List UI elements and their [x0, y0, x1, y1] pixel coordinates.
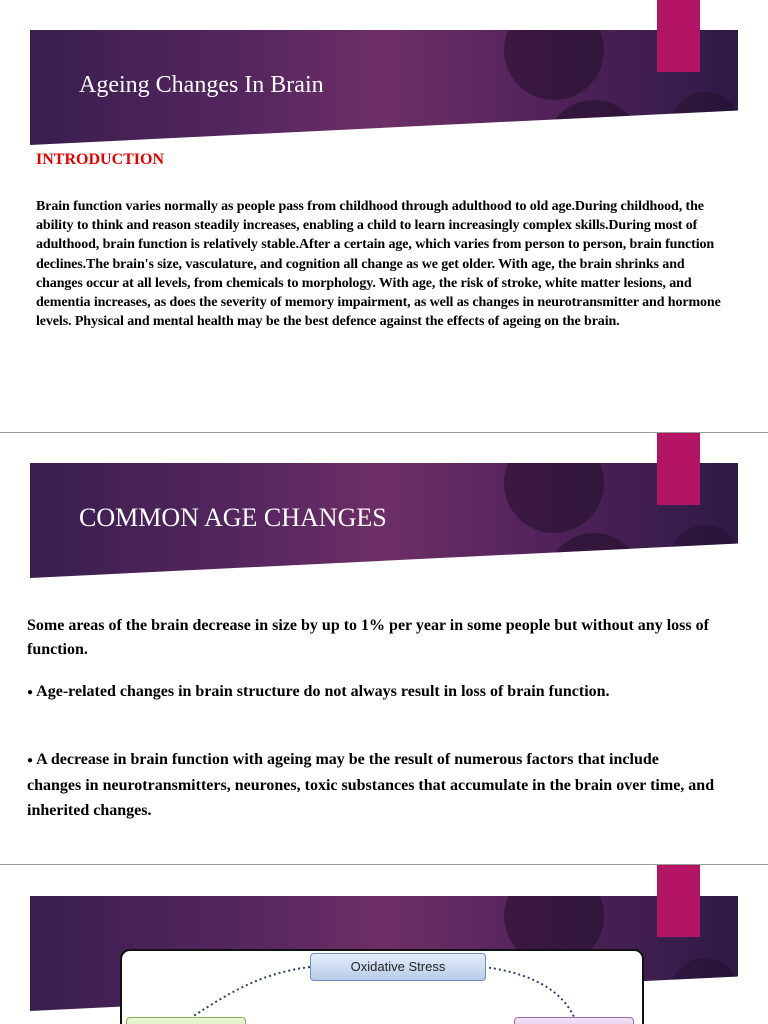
decor-circle — [670, 525, 738, 578]
bullet-icon: ● — [27, 686, 34, 698]
bullet-text: A decrease in brain function with ageing may be the result of numerous factors that include changes in neurotransmitters, neurones, toxic substances that accumulate in the brain over time, and inherited changes. — [27, 751, 715, 819]
bullet-item — [27, 747, 717, 823]
decor-circle — [504, 463, 604, 533]
slide-3 — [0, 865, 768, 1024]
body-paragraph — [27, 614, 717, 662]
diagram-node-left — [126, 1017, 246, 1024]
decor-circle — [670, 958, 738, 1011]
accent-tab — [657, 865, 700, 937]
decor-circle — [546, 533, 642, 578]
accent-tab — [657, 433, 700, 505]
slide-title: Ageing Changes In Brain — [79, 72, 324, 98]
diagram-panel — [120, 949, 644, 1024]
decor-circle — [670, 92, 738, 145]
paragraph-text: Some areas of the brain decrease in size by up to 1% per year in some people but without any loss of function. — [27, 617, 709, 658]
bullet-text: Age-related changes in brain structure do not always result in loss of brain function. — [36, 683, 610, 700]
slide-1 — [0, 0, 768, 432]
intro-paragraph: Brain function varies normally as people pass from childhood through adulthood to old age.During childhood, the ability to think and reason steadily increases, enabling a child to learn increasingly complex skills.During most of adulthood, brain function is relatively stable.After a certain age, which varies from person to person, brain function declines.The brain's size, vasculature, and cognition all change as we get older. With age, the brain shrinks and changes occur at all levels, from chemicals to morphology. With age, the risk of stroke, white matter lesions, and dementia increases, as does the severity of memory impairment, as well as changes in neurotransmitter and hormone levels. Physical and mental health may be the best defence against the effects of ageing on the brain. — [36, 199, 721, 330]
slide-2 — [0, 433, 768, 864]
accent-tab — [657, 0, 700, 72]
section-heading: INTRODUCTION — [36, 151, 165, 168]
slide-title: COMMON AGE CHANGES — [79, 503, 387, 532]
diagram-node-oxidative-stress: Oxidative Stress — [310, 953, 486, 981]
decor-circle — [546, 100, 642, 145]
diagram-node-right — [514, 1017, 634, 1024]
bullet-item — [27, 678, 717, 706]
decor-circle — [504, 30, 604, 100]
bullet-icon: ● — [27, 754, 34, 766]
